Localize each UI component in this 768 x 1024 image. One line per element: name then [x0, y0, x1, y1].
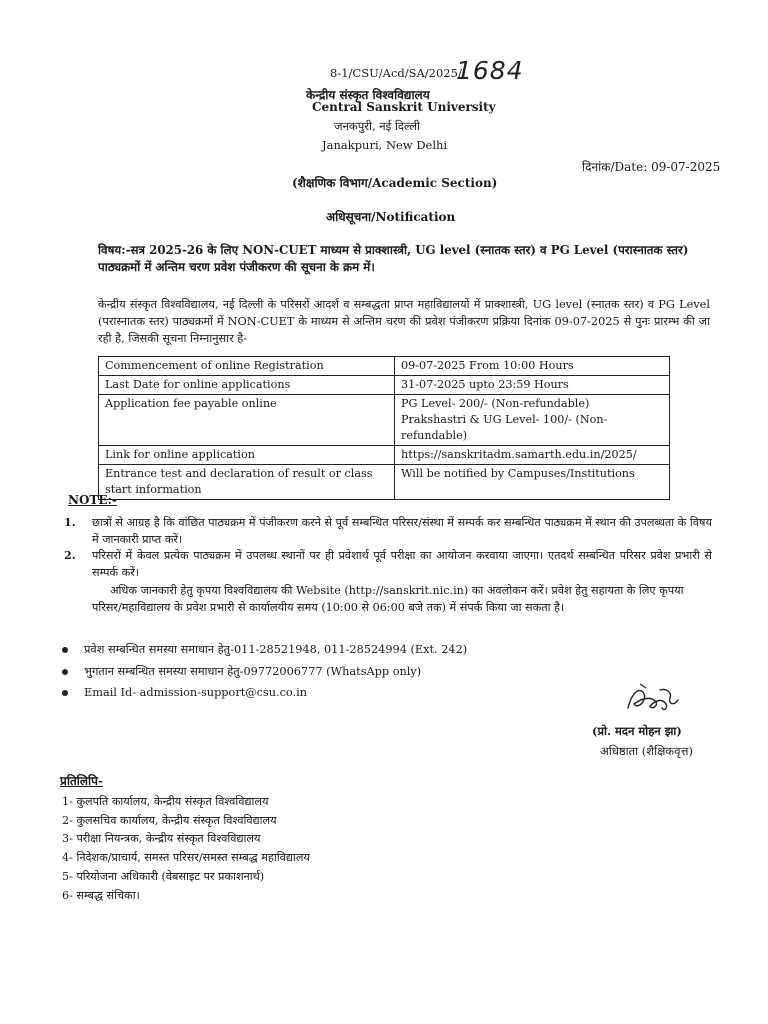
note-text: छात्रों से आग्रह है कि वांछित पाठ्यक्रम में पंजीकरण करने से पूर्व सम्बन्धित परिसर/संस्था में सम्पर्क कर सम्बन्धित पाठ्यक्रम में स्थान की उपलब्धता के विषय में जानकारी प्राप्त करें।	[92, 516, 712, 546]
contact-email[interactable]: Email Id- admission-support@csu.co.in	[84, 686, 307, 699]
note-item	[64, 547, 712, 581]
place-english: Janakpuri, New Delhi	[322, 138, 448, 152]
table-row	[99, 376, 670, 395]
table-value: 31-07-2025 upto 23:59 Hours	[395, 376, 670, 395]
copy-to-item: 5- परियोजना अधिकारी (वेबसाइट पर प्रकाशनार्थ)	[62, 870, 265, 883]
table-row	[99, 395, 670, 446]
table-row	[99, 446, 670, 465]
section-name: (शैक्षणिक विभाग/Academic Section)	[292, 176, 498, 190]
copy-to-item: 1- कुलपति कार्यालय, केन्द्रीय संस्कृत विश्वविद्यालय	[62, 795, 269, 808]
university-name-hindi: केन्द्रीय संस्कृत विश्वविद्यालय	[306, 88, 430, 102]
place-hindi: जनकपुरी, नई दिल्ली	[334, 119, 421, 133]
copy-to-item: 3- परीक्षा नियन्त्रक, केन्द्रीय संस्कृत विश्वविद्यालय	[62, 832, 261, 845]
table-key: Application fee payable online	[99, 395, 395, 446]
application-link[interactable]: https://sanskritadm.samarth.edu.in/2025/	[395, 446, 670, 465]
intro-paragraph: केन्द्रीय संस्कृत विश्वविद्यालय, नई दिल्ली के परिसरों आदर्श व सम्बद्धता प्राप्त महाविद्यालयों में प्राक्शास्त्री, UG level (स्नातक स्तर) व PG Level (परास्नातक स्तर) पाठ्यक्रमों में NON-CUET के माध्यम से अन्तिम चरण की प्रवेश पंजीकरण प्रक्रिया दिनांक 09-07-2025 से पुनः प्रारम्भ की जा रही है, जिसकी सूचना निम्नानुसार है-	[98, 298, 710, 345]
fee-ug: Prakshastri & UG Level- 100/- (Non-refundable)	[401, 413, 608, 442]
bullet-icon	[62, 669, 68, 675]
issue-date: दिनांक/Date: 09-07-2025	[582, 160, 721, 174]
note-number: 2.	[64, 548, 76, 562]
note-number: 1.	[64, 515, 76, 529]
copy-to-item: 6- सम्बद्ध संचिका।	[62, 889, 140, 902]
contact-item	[62, 686, 307, 699]
copy-to-heading: प्रतिलिपि-	[60, 774, 103, 788]
table-key: Link for online application	[99, 446, 395, 465]
table-key: Entrance test and declaration of result or class start information	[99, 465, 395, 500]
contact-item	[62, 642, 467, 657]
note-heading: NOTE:-	[68, 493, 117, 507]
table-value-fee	[395, 395, 670, 446]
subject-line: विषय:-सत्र 2025-26 के लिए NON-CUET माध्यम से प्राक्शास्त्री, UG level (स्नातक स्तर) व PG Level (परास्नातक स्तर) पाठ्यक्रमों में अन्तिम चरण प्रवेश पंजीकरण की सूचना के क्रम में।	[98, 243, 689, 274]
copy-to-item: 2- कुलसचिव कार्यालय, केन्द्रीय संस्कृत विश्वविद्यालय	[62, 814, 277, 827]
contact-item	[62, 664, 421, 679]
handwritten-dispatch-number: 1684	[456, 56, 524, 85]
university-name-english: Central Sanskrit University	[312, 100, 496, 114]
contact-text: प्रवेश सम्बन्धित समस्या समाधान हेतु-011-28521948, 011-28524994 (Ext. 242)	[84, 643, 468, 656]
reference-number: 8-1/CSU/Acd/SA/2025/	[330, 66, 462, 80]
bullet-icon	[62, 647, 68, 653]
contact-text: भुगतान सम्बन्धित समस्या समाधान हेतु-09772006777 (WhatsApp only)	[84, 665, 422, 678]
table-row	[99, 357, 670, 376]
info-paragraph: अधिक जानकारी हेतु कृपया विश्वविद्यालय की Website (http://sanskrit.nic.in) का अवलोकन करें। प्रवेश हेतु सहायता के लिए कृपया परिसर/महाविद्यालय के प्रवेश प्रभारी से कार्यालयीय समय (10:00 से 06:00 बजे तक) में संपर्क किया जा सकता है।	[92, 584, 684, 614]
document-title: अधिसूचना/Notification	[326, 210, 456, 224]
bullet-icon	[62, 690, 68, 696]
table-row	[99, 465, 670, 500]
signature-icon	[622, 680, 682, 722]
note-text: परिसरों में केवल प्रत्येक पाठ्यक्रम में उपलब्ध स्थानों पर ही प्रवेशार्थ पूर्व परीक्षा का आयोजन करवाया जाएगा। एतदर्थ सम्बन्धित परिसर प्रवेश प्रभारी से सम्पर्क करें।	[92, 549, 712, 579]
table-value: Will be notified by Campuses/Institutions	[395, 465, 670, 500]
fee-pg: PG Level- 200/- (Non-refundable)	[401, 397, 590, 410]
table-value: 09-07-2025 From 10:00 Hours	[395, 357, 670, 376]
signatory-designation: अधिष्ठाता (शैक्षिकवृत्त)	[600, 744, 693, 758]
copy-to-item: 4- निदेशक/प्राचार्य, समस्त परिसर/समस्त सम्बद्ध महाविद्यालय	[62, 851, 310, 864]
table-key: Commencement of online Registration	[99, 357, 395, 376]
schedule-table	[98, 356, 670, 500]
table-key: Last Date for online applications	[99, 376, 395, 395]
note-item	[64, 514, 712, 548]
signatory-name: (प्रो. मदन मोहन झा)	[592, 724, 682, 738]
